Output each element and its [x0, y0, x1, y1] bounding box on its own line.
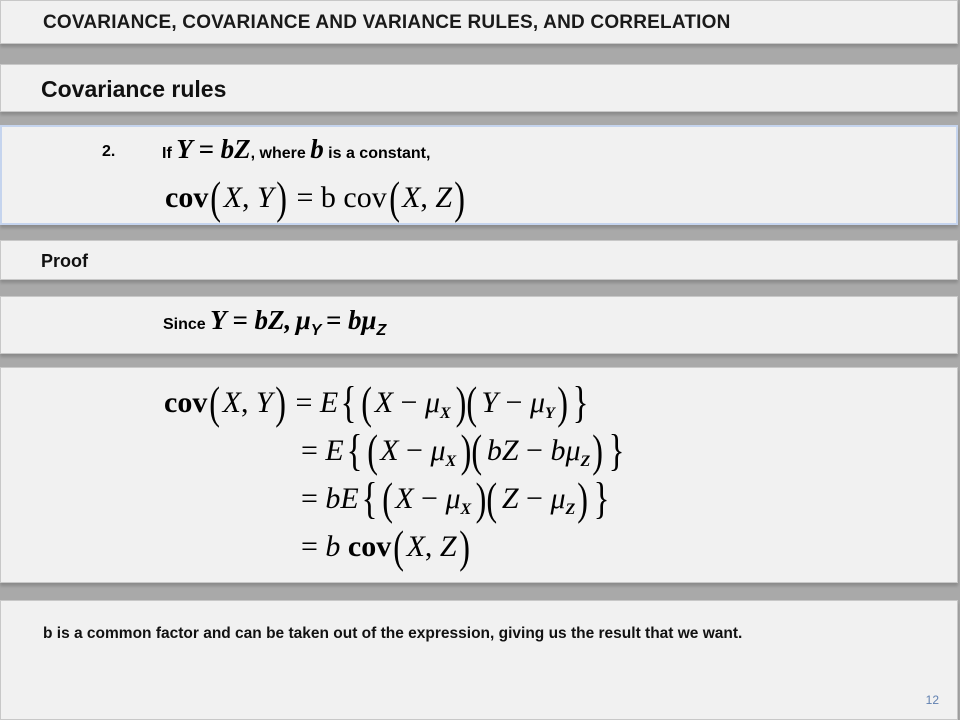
formula-rhs: = b cov — [296, 181, 387, 214]
since-expression: Y = bZ, — [210, 305, 292, 335]
derivation-line-4: = b cov(X, Z) — [301, 521, 470, 572]
rule-formula: cov(X, Y) = b cov(X, Z) — [165, 172, 466, 223]
section-title-text: Covariance rules — [41, 76, 227, 102]
rule-if: If — [162, 145, 172, 162]
derivation-line-2: = E{ $(X - \mu_X)$( bZ − $b\mu_Z$) } — [301, 425, 625, 476]
rule-panel — [0, 125, 958, 225]
derivation-line-1: cov(X, Y) = E{ $(X - \mu_X)$( $Y - \mu_Y$) } — [164, 377, 589, 428]
slide-title — [0, 0, 958, 44]
proof-label — [0, 240, 958, 280]
rule-constant: b — [310, 134, 324, 164]
footer-panel — [0, 600, 958, 720]
rule-condition: Y = bZ — [176, 134, 251, 164]
slide-title-text: COVARIANCE, COVARIANCE AND VARIANCE RULES, AND CORRELATION — [43, 12, 731, 33]
section-title — [0, 64, 958, 112]
cov-label: cov — [165, 181, 209, 214]
since-statement: Since Y = bZ, $\mu_Y = b\mu_Z$ — [163, 305, 387, 339]
derivation-line-3: = bE{ $(X - \mu_X)$( $Z - \mu_Z$) } — [301, 473, 610, 524]
rule-tail-text: is a constant, — [328, 145, 431, 162]
proof-label-text: Proof — [41, 251, 88, 271]
footnote-text: b is a common factor and can be taken out of the expression, giving us the result that we want. — [43, 625, 743, 642]
page-number: 12 — [925, 693, 939, 707]
rule-mid-text: , where — [250, 145, 306, 162]
since-panel — [0, 296, 958, 354]
rule-number: 2. — [102, 143, 116, 160]
since-word: Since — [163, 316, 206, 333]
rule-statement — [162, 134, 430, 165]
derivation-panel — [0, 367, 958, 583]
